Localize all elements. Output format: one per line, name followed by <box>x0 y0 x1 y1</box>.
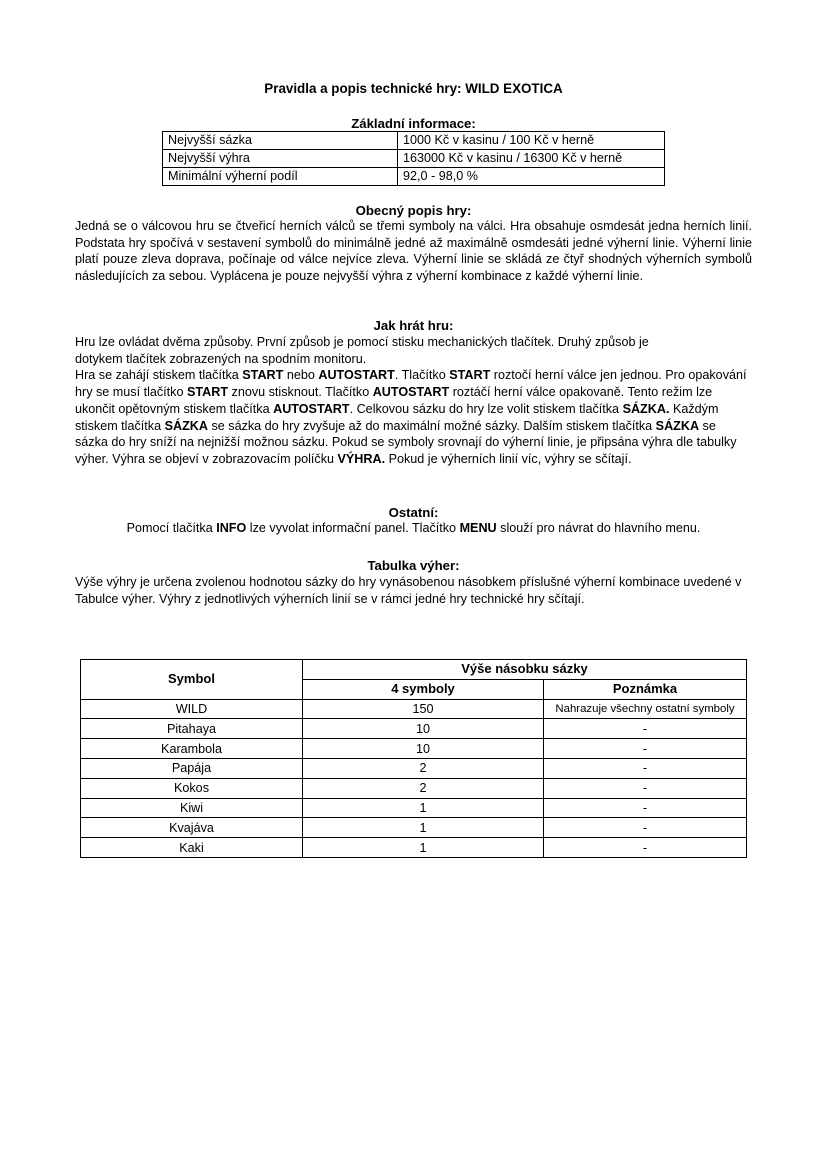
how-to-play-intro-1: Hru lze ovládat dvěma způsoby. První způsob je pomocí stisku mechanických tlačítek. Druhý způsob je <box>75 335 649 349</box>
table-row <box>81 778 747 798</box>
start-keyword: START <box>186 385 229 400</box>
how-to-play-intro-2: dotykem tlačítek zobrazených na spodním monitoru. <box>75 351 367 366</box>
multiplier-cell: 2 <box>303 758 544 778</box>
table-row <box>163 168 665 186</box>
menu-keyword: MENU <box>459 521 497 535</box>
multiplier-group-header: Výše násobku sázky <box>303 660 747 680</box>
multiplier-cell: 150 <box>303 699 544 719</box>
table-row <box>163 150 665 168</box>
multiplier-cell: 10 <box>303 739 544 759</box>
info-value: 1000 Kč v kasinu / 100 Kč v herně <box>398 132 665 150</box>
note-cell: - <box>544 758 747 778</box>
other-text: Pomocí tlačítka INFO lze vyvolat informační panel. Tlačítko MENU slouží pro návrat do hlavního menu. <box>126 521 701 535</box>
note-cell: - <box>544 798 747 818</box>
how-to-play-controls: Hra se zahájí stiskem tlačítka START nebo AUTOSTART. Tlačítko START roztočí herní válce jen jednou. Pro opakování hry se musí tlačítko START znovu stisknout. Tlačítko AUTOSTART roztáčí herní válce opakovaně. Tento režim lze ukončit opětovným stiskem tlačítka AUTOSTART. Celkovou sázku do hry lze volit stiskem tlačítka SÁZKA. Každým stiskem tlačítka SÁZKA se sázka do hry zvyšuje až do maximální možné sázky. Dalším stiskem tlačítka SÁZKA se sázka do hry sníží na nejnižší možnou sázku. Pokud se symboly srovnají do výherní linie, je připsána výhra dle tabulky výher. Výhra se objeví v zobrazovacím políčku VÝHRA. Pokud je výherních linií víc, výhry se sčítají. <box>75 368 747 466</box>
win-keyword: VÝHRA. <box>337 451 386 466</box>
table-row <box>81 798 747 818</box>
symbol-cell: Karambola <box>81 739 303 759</box>
bet-keyword: SÁZKA <box>655 418 700 433</box>
autostart-keyword: AUTOSTART <box>273 401 350 416</box>
bet-keyword: SÁZKA <box>164 418 208 433</box>
autostart-keyword: AUTOSTART <box>318 368 395 383</box>
multiplier-cell: 10 <box>303 719 544 739</box>
info-value: 92,0 - 98,0 % <box>398 168 665 186</box>
autostart-keyword: AUTOSTART <box>372 385 450 400</box>
info-value: 163000 Kč v kasinu / 16300 Kč v herně <box>398 150 665 168</box>
table-row <box>81 758 747 778</box>
general-heading: Obecný popis hry: <box>355 203 472 218</box>
multiplier-cell: 2 <box>303 778 544 798</box>
how-to-play-section <box>75 334 752 468</box>
table-row <box>163 132 665 150</box>
symbol-cell: WILD <box>81 699 303 719</box>
table-row <box>81 818 747 838</box>
multiplier-cell: 1 <box>303 838 544 858</box>
basic-info-table <box>162 131 665 186</box>
other-heading: Ostatní: <box>388 505 439 520</box>
general-description <box>75 218 752 285</box>
table-row <box>81 719 747 739</box>
info-label: Nejvyšší výhra <box>163 150 398 168</box>
start-keyword: START <box>449 368 491 383</box>
note-cell: - <box>544 818 747 838</box>
info-keyword: INFO <box>216 521 247 535</box>
symbol-column-header: Symbol <box>81 660 303 700</box>
info-label: Nejvyšší sázka <box>163 132 398 150</box>
symbol-cell: Kaki <box>81 838 303 858</box>
symbol-cell: Kokos <box>81 778 303 798</box>
table-row <box>81 838 747 858</box>
note-cell: - <box>544 739 747 759</box>
paytable-heading: Tabulka výher: <box>367 558 460 573</box>
table-header-row <box>81 660 747 680</box>
bet-keyword: SÁZKA. <box>622 401 670 416</box>
table-row <box>81 739 747 759</box>
note-cell: - <box>544 719 747 739</box>
how-to-play-heading: Jak hrát hru: <box>373 318 454 333</box>
note-cell: - <box>544 778 747 798</box>
symbol-cell: Kiwi <box>81 798 303 818</box>
paytable-description <box>75 574 752 607</box>
document-title: Pravidla a popis technické hry: WILD EXOTICA <box>264 81 563 96</box>
note-cell: - <box>544 838 747 858</box>
multiplier-cell: 1 <box>303 818 544 838</box>
four-symbols-column-header: 4 symboly <box>303 679 544 699</box>
note-column-header: Poznámka <box>544 679 747 699</box>
info-label: Minimální výherní podíl <box>163 168 398 186</box>
symbol-cell: Papája <box>81 758 303 778</box>
basic-info-heading: Základní informace: <box>351 116 476 131</box>
note-cell: Nahrazuje všechny ostatní symboly <box>544 699 747 719</box>
symbol-cell: Pitahaya <box>81 719 303 739</box>
paytable <box>80 659 747 858</box>
paytable-text: Výše výhry je určena zvolenou hodnotou sázky do hry vynásobenou násobkem příslušné výherní kombinace uvedené v Tabulce výher. Výhry z jednotlivých výherních linií se v rámci jedné hry technické hry sčítají. <box>75 575 742 606</box>
symbol-cell: Kvajáva <box>81 818 303 838</box>
table-row <box>81 699 747 719</box>
multiplier-cell: 1 <box>303 798 544 818</box>
start-keyword: START <box>242 368 284 383</box>
general-text: Jedná se o válcovou hru se čtveřicí herních válců se třemi symboly na válci. Hra obsahuje osmdesát jedna herních linií. Podstata hry spočívá v sestavení symbolů do minimálně jedné až maximálně osmdesáti jedné výherní linie. Výherní linie platí pouze zleva doprava, počínaje od válce nejvíce zleva. Výherní linie se skládá ze čtyř shodných výherních symbolů následujících za sebou. Vyplácena je pouze nejvyšší výhra z výherní kombinace z každé výherní linie. <box>75 219 752 284</box>
